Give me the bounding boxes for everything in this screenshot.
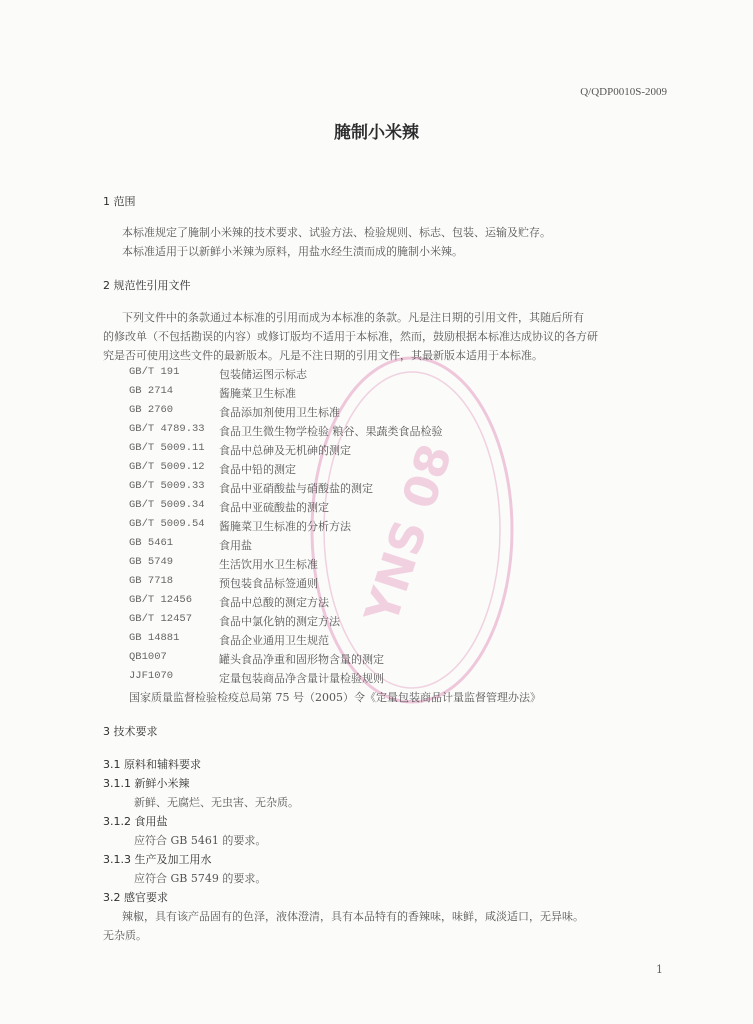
normative-text-line-3: 究是否可使用这些文件的最新版本。凡是不注日期的引用文件，其最新版本适用于本标准。 xyxy=(103,349,543,362)
scope-paragraph-1: 本标准规定了腌制小米辣的技术要求、试验方法、检验规则、标志、包装、运输及贮存。 xyxy=(122,226,551,239)
section-1-heading: 1 范围 xyxy=(103,195,136,208)
document-title: 腌制小米辣 xyxy=(334,123,419,143)
section-3-heading: 3 技术要求 xyxy=(103,725,158,738)
page-number: 1 xyxy=(656,963,663,976)
subsection-3-2-heading: 3.2 感官要求 xyxy=(103,891,168,904)
sensory-text-line-1: 辣椒，具有该产品固有的色泽，液体澄清，具有本品特有的香辣味，味鲜，咸淡适口，无异味。 xyxy=(122,910,584,923)
normative-text-line-2: 的修改单（不包括勘误的内容）或修订版均不适用于本标准，然而，鼓励根据本标准达成协议的各方研 xyxy=(103,330,598,343)
document-page: YNS 08 Q/QDP0010S-2009 腌制小米辣 1 范围 本标准规定了腌制小米辣的技术要求、试验方法、检验规则、标志、包装、运输及贮存。 本标准适用于以新鲜小米辣为原料，用盐水经生渍而成的腌制小米辣。 2 规范性引用文件 下列文件中的条款通过本标准的引用而成为本标准的条款。凡是注日期的引用文件，其随后所有 的修改单（不包括勘误的内容）或修订版均不适用于本标准，然而，鼓励根据本标准达成协议的各方研 究是否可使用这些文件的最新版本。凡是不注日期的引用文件，其最新版本适用于本标准。 GB/T 191 包装储运图示标志 GB 2714 酱腌菜卫生标准 GB 2760 食品添加剂使用卫生标准 GB/T 4789.33 食品卫生微生物学检验 粮谷、果蔬类食品检验 GB/T 5009.11 食品中总砷及无机砷的测定 GB/T 5009.12 食品中铅的测定 GB/T 5009.33 食品中亚硝酸盐与硝酸盐的测定 GB/T 5009.34 食品中亚硫酸盐的测定 GB/T 5009.54 酱腌菜卫生标准的分析方法 GB 5461 食用盐 GB 5749 生活饮用水卫生标准 GB 7718 预包装食品标签通则 GB/T 12456 食品中总酸的测定方法 GB/T 12457 食品中氯化钠的测定方法 GB 14881 食品企业通用卫生规范 QB1007 罐头食品净重和固形物含量的测定 JJF1070 定量包装商品净含量计量检验规则 国家质量监督检验检疫总局第 75 号（2005）令《定量包装商品计量监督管理办法》 3 技术要求 3.1 原料和辅料要求 3.1.1 新鲜小米辣 新鲜、无腐烂、无虫害、无杂质。 3.1.2 食用盐 应符合 GB 5461 的要求。 3.1.3 生产及加工用水 应符合 GB 5749 的要求。 3.2 感官要求 辣椒，具有该产品固有的色泽，液体澄清，具有本品特有的香辣味，味鲜，咸淡适口，无异味。 无杂质。 1 xyxy=(0,0,753,1024)
scope-paragraph-2: 本标准适用于以新鲜小米辣为原料，用盐水经生渍而成的腌制小米辣。 xyxy=(122,245,463,258)
subsection-3-1-1-heading: 3.1.1 新鲜小米辣 xyxy=(103,777,190,790)
seal-text: YNS 08 xyxy=(353,437,463,631)
subsection-3-1-3-text: 应符合 GB 5749 的要求。 xyxy=(134,872,267,885)
sensory-text-line-2: 无杂质。 xyxy=(103,929,147,942)
normative-text-line-1: 下列文件中的条款通过本标准的引用而成为本标准的条款。凡是注日期的引用文件，其随后所有 xyxy=(122,311,584,324)
standard-code: Q/QDP0010S-2009 xyxy=(580,86,667,98)
subsection-3-1-1-text: 新鲜、无腐烂、无虫害、无杂质。 xyxy=(134,796,299,809)
subsection-3-1-2-text: 应符合 GB 5461 的要求。 xyxy=(134,834,267,847)
reference-regulation: 国家质量监督检验检疫总局第 75 号（2005）令《定量包装商品计量监督管理办法》 xyxy=(129,691,541,704)
subsection-3-1-2-heading: 3.1.2 食用盐 xyxy=(103,815,168,828)
subsection-3-1-heading: 3.1 原料和辅料要求 xyxy=(103,758,201,771)
subsection-3-1-3-heading: 3.1.3 生产及加工用水 xyxy=(103,853,212,866)
section-2-heading: 2 规范性引用文件 xyxy=(103,279,191,292)
